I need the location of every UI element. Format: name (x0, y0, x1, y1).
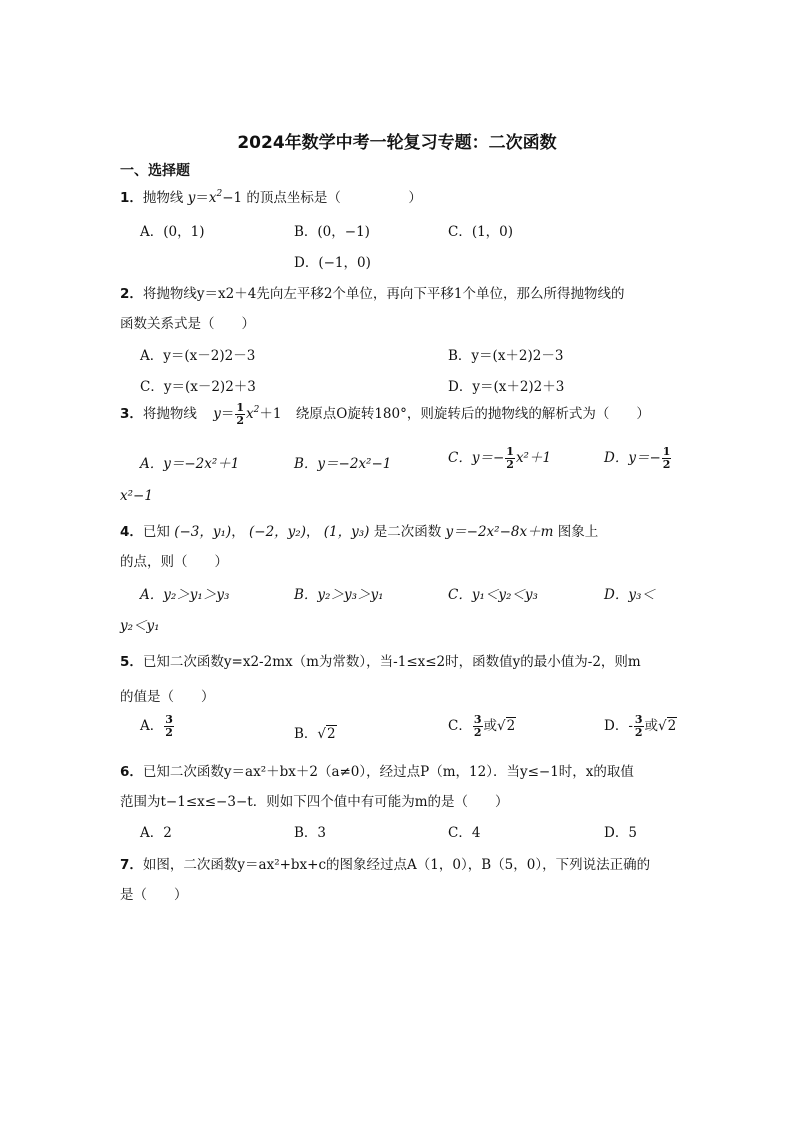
question-3-number: 3． (120, 406, 143, 422)
question-1-number: 1． (120, 190, 143, 206)
question-6-option-b[interactable]: B．3 (294, 825, 327, 841)
question-6-option-c[interactable]: C．4 (448, 825, 481, 841)
question-4-number: 4． (120, 524, 143, 540)
question-2-option-c[interactable]: C．y＝(x－2)2＋3 (140, 379, 256, 395)
question-6-stem-line1: 6．已知二次函数y＝ax²＋bx＋2（a≠0），经过点P（m，12）．当y≤−1时，x的取值 (120, 764, 634, 780)
question-5-option-c[interactable]: C． $\frac{3}{2}$ 或√2 (448, 713, 516, 739)
question-1-option-b[interactable]: B．(0，−1) (294, 224, 370, 240)
question-3-option-d-wrap: x²−1 (120, 488, 153, 504)
question-4-stem-line2: 的点，则（ ） (120, 554, 228, 570)
question-2-number: 2． (120, 286, 143, 302)
question-7-stem-line2: 是（ ） (120, 887, 188, 903)
question-2-option-d[interactable]: D．y＝(x＋2)2＋3 (448, 379, 565, 395)
question-2-option-a[interactable]: A．y＝(x－2)2－3 (140, 348, 256, 364)
question-2-option-b[interactable]: B．y＝(x＋2)2－3 (448, 348, 564, 364)
question-5-number: 5． (120, 654, 143, 670)
question-3-option-a[interactable]: A．y＝−2x²＋1 (140, 456, 240, 472)
question-5-stem-line1: 5．已知二次函数y=x2-2mx（m为常数），当-1≤x≤2时，函数值y的最小值为-2，则m (120, 654, 641, 670)
section-heading: 一、选择题 (120, 163, 190, 179)
question-1-stem: 1．抛物线 $y=x^2-1$ 的顶点坐标是（ ） (120, 189, 422, 206)
question-5-option-a[interactable]: A． $\frac{3}{2}$ (140, 713, 173, 739)
question-4-stem-line1: 4．已知 (−3，y₁)， (−2，y₂)， (1，y₃) 是二次函数 y＝−2x²−8x＋m 图象上 (120, 524, 599, 540)
question-1-option-d[interactable]: D．(−1，0) (294, 255, 371, 271)
question-7-number: 7． (120, 857, 143, 873)
question-2-stem-line1: 2．将抛物线y＝x2＋4先向左平移2个单位，再向下平移1个单位，那么所得抛物线的 (120, 286, 625, 302)
question-5-option-b[interactable]: B．√2 (294, 726, 336, 742)
question-7-stem-line1: 7．如图，二次函数y＝ax²+bx+c的图象经过点A（1，0），B（5，0），下列说法正确的 (120, 857, 651, 873)
question-3-option-c[interactable]: C．y＝− $\frac{1}{2}$ x²＋1 (448, 445, 552, 471)
question-1-option-a[interactable]: A．(0，1) (140, 224, 205, 240)
question-1-equation: $y=x^2-1$ (187, 189, 243, 206)
question-6-option-a[interactable]: A．2 (140, 825, 172, 841)
question-4-option-d-wrap: y₂＜y₁ (120, 618, 160, 634)
question-5-stem-line2: 的值是（ ） (120, 689, 215, 705)
question-3-equation: y＝ $\frac{1}{2}$ $x^2+1$ (213, 401, 282, 427)
question-3-option-b[interactable]: B．y＝−2x²−1 (294, 456, 392, 472)
question-1-option-c[interactable]: C．(1，0) (448, 224, 514, 240)
question-4-option-a[interactable]: A．y₂＞y₁＞y₃ (140, 587, 230, 603)
question-4-option-d[interactable]: D．y₃＜ (604, 587, 655, 603)
question-6-option-d[interactable]: D．5 (604, 825, 637, 841)
question-4-option-c[interactable]: C．y₁＜y₂＜y₃ (448, 587, 538, 603)
question-3-option-d[interactable]: D．y＝− $\frac{1}{2}$ (604, 445, 671, 471)
document-title: 2024年数学中考一轮复习专题：二次函数 (237, 133, 557, 153)
question-6-number: 6． (120, 764, 143, 780)
question-4-option-b[interactable]: B．y₂＞y₃＞y₁ (294, 587, 384, 603)
question-6-stem-line2: 范围为t−1≤x≤−3−t．则如下四个值中有可能为m的是（ ） (120, 794, 509, 810)
question-5-option-d[interactable]: D．- $\frac{3}{2}$ 或√2 (604, 713, 677, 739)
question-3-stem: 3．将抛物线 y＝ $\frac{1}{2}$ $x^2+1$ 绕原点O旋转180°，则旋转后的抛物线的解析式为（ ） (120, 401, 650, 427)
question-2-stem-line2: 函数关系式是（ ） (120, 316, 255, 332)
